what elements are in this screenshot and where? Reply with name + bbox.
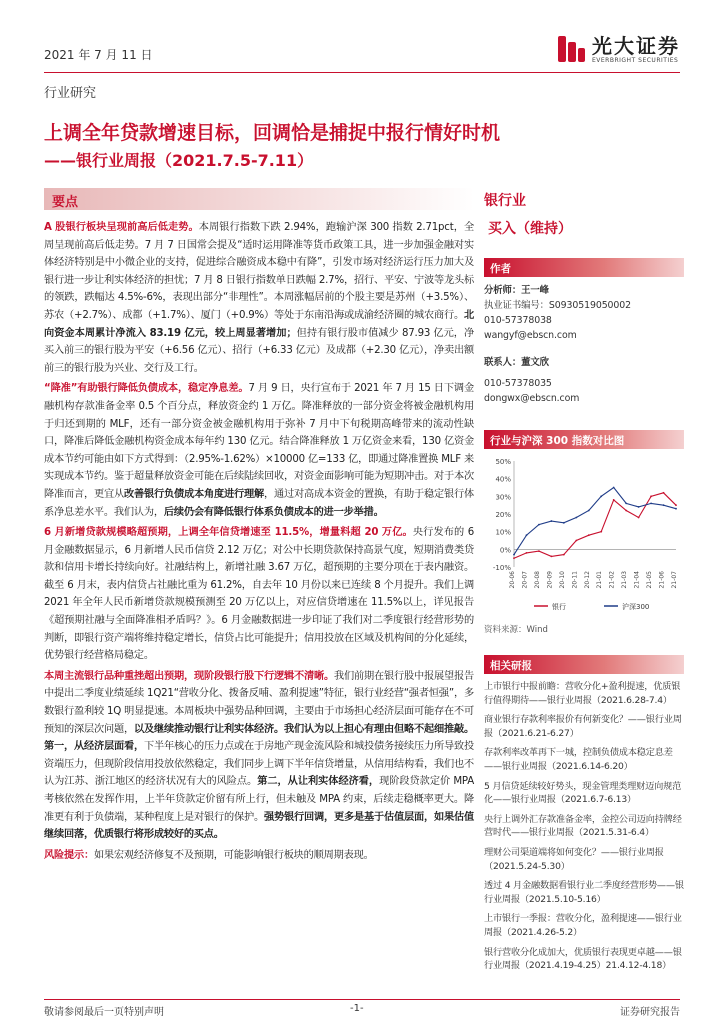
brand-logo [556,34,680,64]
risk-label: 风险提示： [44,849,94,861]
footer-divider [44,999,680,1000]
x-tick-label: 21-06 [658,571,666,589]
contact-email: dongwx@ebscn.com [484,393,580,404]
chart-svg [484,449,684,619]
data-point [550,556,552,558]
related-heading: 相关研报 [484,655,684,674]
related-report-item[interactable]: 银行营收分化成加大，优质银行表现更卓越——银行业周报（2021.4.19-4.25）21.4.12-4.18） [484,946,682,972]
rating-badge: 买入（维持） [488,221,572,237]
data-point [588,534,590,536]
x-tick-label: 20-11 [571,571,579,589]
footer-label: 证券研究报告 [620,1007,680,1018]
report-title: 上调全年贷款增速目标，回调恰是捕捉中报行情好时机 [44,122,501,144]
data-point [550,520,552,522]
x-tick-label: 20-10 [558,571,566,589]
report-category: 行业研究 [44,86,97,101]
data-point [625,510,627,512]
paragraph-rrr-cut: “降准”有助银行降低负债成本，稳定净息差。7 月 9 日，央行宣布于 2021 年 7 月 15 日下调金融机构存款准备金率 0.5 个百分点，释放资金约 1 万亿。降准释放的一部分资金将被金融机构用于归还到期的 MLF，还有一部分资金被金融机构用于弥补 7 月中下旬税期高峰带来的流动性缺口，降准后降低金融机构资金成本每年约 130 亿元。结合降准释放 1 万亿资金来看，130 亿资金成本节约可能由如下方式得到：（2.95%-1.62%）×10000 亿=133 亿，即通过降准置换 MLF 来实现成本节约。鉴于超量释放资金可能在后续陆续回收，对资金面影响可能为短期冲击。对于本次降准而言，更宜从改善银行负债成本角度进行理解，通过对高成本资金的置换，有助于稳定银行体系净息差水平。我们认为，后续仍会有降低银行体系负债成本的进一步举措。 [44,383,474,518]
x-tick-label: 20-09 [546,571,554,589]
data-point [526,552,528,554]
y-tick-label: 0% [499,546,511,555]
data-point [675,508,677,510]
data-point [650,503,652,505]
data-point [613,499,615,501]
contact-phone: 010-57378035 [484,378,552,389]
data-point [563,522,565,524]
related-report-item[interactable]: 上市银行一季报：营收分化，盈利提速——银行业周报（2021.4.26-5.2） [484,913,682,938]
license-number: 执业证书编号：S0930519050002 [484,300,632,311]
analyst-email: wangyf@ebscn.com [484,330,577,341]
contact-name: 联系人：董文欣 [484,357,549,368]
analyst-phone: 010-57378038 [484,315,552,326]
header-divider [44,72,680,73]
related-report-item[interactable]: 上市银行中报前瞻：营收分化+盈利提速，优质银行值得期待——银行业周报（2021.6.28-7.4） [484,681,681,706]
page-number: -1- [350,1003,364,1014]
x-tick-label: 21-05 [646,571,654,589]
related-report-item[interactable]: 存款利率改革再下一城，控制负债成本稳定息差——银行业周报（2021.6.14-6.20） [484,747,673,772]
paragraph-market: A 股银行板块呈现前高后低走势。本周银行指数下跌 2.94%，跑输沪深 300 指数 2.71pct，全周呈现前高后低走势。7 月 7 日国常会提及“适时运用降准等货币政策工具，进一步加强金融对实体经济特别是中小微企业的支持，促进综合融资成本稳中有降”，引发市场对经济运行压力加大及银行进一步让利实体经济的担忧；7 月 8 日银行指数单日跌幅 2.7%，招行、平安、宁波等龙头标的领跌，跌幅达 4.5%-6%，表现出部分“非理性”。本周涨幅居前的个股主要是苏州（+3.5%）、苏农（+2.7%）、成都（+1.7%）、厦门（+0.9%）等处于东南沿海或成渝经济圈的城农商行。北向资金本周累计净流入 83.19 亿元，较上周显著增加；但持有银行股市值减少 87.93 亿元，净买入前三的银行股为平安（+6.56 亿元）、招行（+6.33 亿元）及成都（+2.30 亿元），净卖出额前三的银行股为兴业、交行及工行。 [44,222,474,374]
data-point [600,495,602,497]
y-tick-label: 40% [495,475,511,484]
paragraph-risk: 风险提示：如果宏观经济修复不及预期，可能影响银行板块的顺周期表现。 [44,849,374,861]
x-tick-label: 21-03 [621,571,629,589]
related-report-item[interactable]: 理财公司渠道端将如何变化？——银行业周报（2021.5.24-5.30） [484,846,664,872]
author-info [484,283,684,406]
index-comparison-chart [484,449,684,619]
data-point [563,554,565,556]
x-tick-label: 20-08 [533,571,541,589]
x-tick-label: 21-02 [608,571,616,589]
author-heading: 作者 [484,258,684,277]
data-point [513,554,515,556]
chart-source: 资料来源：Wind [484,625,548,635]
x-tick-label: 21-01 [596,571,604,589]
sector-name: 银行业 [484,193,526,209]
data-point [613,487,615,489]
y-tick-label: 20% [495,511,511,519]
legend-label: 银行 [552,603,566,611]
legend-label: 沪深300 [622,603,650,611]
y-tick-label: 30% [495,493,511,502]
related-report-item[interactable]: 5 月信贷延续较好势头，现金管理类理财迈向规范化——银行业周报（2021.6.7-6.13） [484,780,682,806]
analyst-name: 分析师：王一峰 [484,285,549,296]
y-tick-label: 50% [495,458,511,466]
brand-name-en: EVERBRIGHT SECURITIES [592,56,679,64]
related-report-item[interactable]: 商业银行存款利率报价有何新变化？——银行业周报（2021.6.21-6.27） [484,714,682,739]
chart-heading: 行业与沪深 300 指数对比图 [484,430,684,449]
x-tick-label: 21-04 [633,571,641,589]
data-point [588,510,590,512]
data-point [638,506,640,508]
paragraph-loans: 6 月新增贷款规模略超预期，上调全年信贷增速至 11.5%，增量料超 20 万亿。央行发布的 6 月金融数据显示，6 月新增人民币信贷 2.12 万亿；对公中长期贷款保持高景气度，短期消费类贷款和信用卡增长持续向好。社融结构上，新增社融 3.67 万亿，超预期的主要分项在于表内融资。截至 6 月末，表内信贷占社融比重为 61.2%，自去年 10 月份以来已连续 8 个月提升。我们上调 2021 年全年人民币新增贷款规模预测至 20 万亿以上，对应信贷增速在 11.5%以上，详见报告《超预期社融与全面降准相矛盾吗？》。6 月金融数据进一步印证了我们对二季度银行经营形势的判断，即银行资产端将维持稳定增长，信贷占比可能提升；信用投放在区域及机构间的分化延续，优势银行经营格局稳定。 [44,527,474,662]
x-tick-label: 21-07 [671,571,678,589]
y-tick-label: -10% [492,564,511,572]
paragraph-lead: 6 月新增贷款规模略超预期，上调全年信贷增速至 11.5%，增量料超 20 万亿。 [44,527,413,539]
paragraph-outlook: 本周主流银行品种重挫超出预期，现阶段银行股下行逻辑不清晰。我们前期在银行股中报展望报告中提出二季度业绩延续 1Q21“营收分化、拨备反哺、盈利提速”特征，银行业经营“强者恒强”，多数银行盈利较 1Q 明显提速。本周板块中强势品种回调，主要由于市场担心经济层面可能存在不可预知的深层次问题，以及继续推动银行让利实体经济。我们认为以上担心有理由但略不起细推敲。第一，从经济层面看，下半年核心的压力点或在于房地产现金流风险和城投债务接续压力所导致投资端压力，但现阶段信用投放依然稳定，我们同步上调下半年信贷增量，从信用结构看，我们也不认为江苏、浙江地区的经济状况有大的风险点。第二，从让利实体经济看，现阶段贷款定价 MPA 考核依然在发挥作用，上半年贷款定价留有所上行，但未触及 MPA 约束，后续走稳概率更大。降准更有利于负债端，某种程度上是对银行的保护。强势银行回调，更多是基于估值层面，如果估值继续回落，优质银行将形成较好的买点。 [44,670,475,841]
x-tick-label: 20-07 [521,571,529,589]
related-report-item[interactable]: 透过 4 月金融数据看银行业二季度经营形势——银行业周报（2021.5.10-5.16） [484,880,684,905]
paragraph-lead: “降准”有助银行降低负债成本，稳定净息差。 [44,383,249,395]
footer-disclaimer: 敬请参阅最后一页特别声明 [44,1007,164,1018]
data-point [575,517,577,519]
data-point [638,517,640,519]
data-point [650,495,652,497]
paragraph-lead: A 股银行板块呈现前高后低走势。 [44,222,199,233]
data-point [575,540,577,542]
summary-body [44,219,474,867]
summary-heading-bar [44,188,474,210]
data-point [625,503,627,505]
data-point [513,557,515,559]
summary-heading: 要点 [52,195,79,210]
report-subtitle: ——银行业周报（2021.7.5-7.11） [44,151,314,170]
data-point [600,531,602,533]
data-point [675,504,677,506]
y-tick-label: 10% [495,528,511,537]
data-point [538,524,540,526]
data-point [526,534,528,536]
sidebar [484,190,684,979]
everbright-logo-icon [556,34,586,64]
report-date: 2021 年 7 月 11 日 [44,48,153,62]
data-point [538,550,540,552]
data-point [663,504,665,506]
series-line-hs300 [514,488,676,555]
brand-name-cn: 光大证券 [592,33,680,58]
x-tick-label: 20-06 [509,571,516,589]
related-report-item[interactable]: 央行上调外汇存款准备金率，金控公司迈向持牌经营时代——银行业周报（2021.5.31-6.4） [484,813,682,839]
related-reports-list [484,680,684,973]
paragraph-lead: 本周主流银行品种重挫超出预期，现阶段银行股下行逻辑不清晰。 [44,670,335,682]
x-tick-label: 20-12 [583,571,591,589]
data-point [663,492,665,494]
